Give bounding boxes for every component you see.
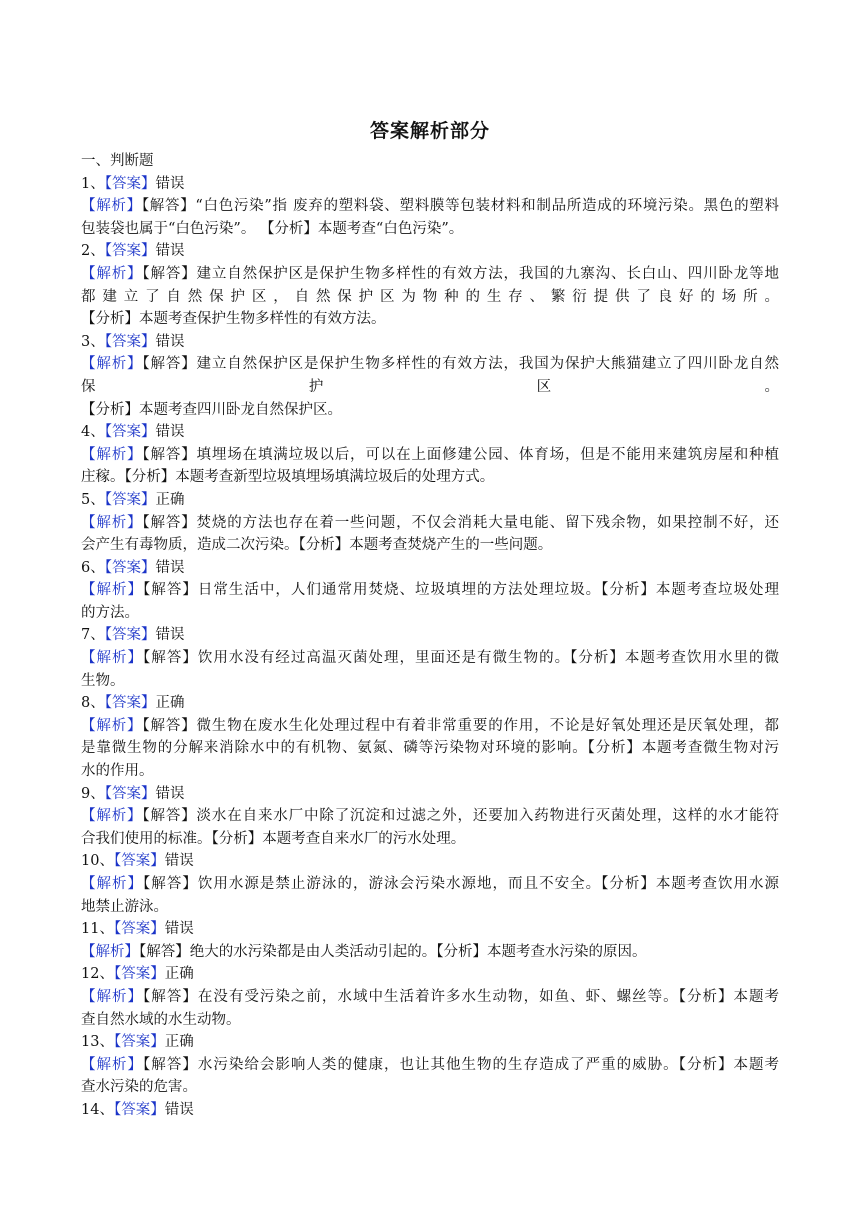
answer-tag: 【答案】 (104, 559, 156, 576)
explanation-line (81, 466, 779, 489)
answer-value: 错误 (155, 785, 185, 802)
answer-tag: 【答案】 (104, 333, 156, 350)
explanation-line (81, 534, 779, 557)
explanation-line (81, 1054, 779, 1077)
answer-line (81, 489, 779, 512)
explanation-text: 水的作用。 (81, 763, 154, 780)
question-number: 1、 (81, 175, 105, 192)
page-title: 答案解析部分 (369, 120, 490, 142)
explanation-line (81, 737, 779, 760)
question-number: 12、 (81, 966, 114, 983)
explanation-text: 地禁止游泳。 (81, 898, 168, 915)
explanation-text: 会产生有毒物质，造成二次污染。【分析】本题考查焚烧产生的一些问题。 (81, 537, 553, 554)
question-number: 3、 (81, 333, 105, 350)
answer-value: 错误 (155, 559, 185, 576)
answer-tag: 【答案】 (113, 1101, 165, 1118)
answer-tag: 【答案】 (104, 695, 156, 712)
explanation-text: 【解答】水污染给会影响人类的健康，也让其他生物的生存造成了严重的威胁。【分析】本题考 (143, 1056, 779, 1073)
question-number: 10、 (81, 853, 114, 870)
answer-line (81, 240, 779, 263)
explanation-line (81, 941, 779, 964)
explanation-line (81, 670, 779, 693)
explanation-text: 【解答】建立自然保护区是保护生物多样性的有效方法，我国为保护大熊猫建立了四川卧龙自然 (142, 356, 779, 373)
analysis-tag: 【解析】 (81, 988, 144, 1005)
explanation-text: 【解答】焚烧的方法也存在着一些问题，不仅会消耗大量电能、留下残余物，如果控制不好，还 (142, 514, 779, 531)
answer-line (81, 557, 779, 580)
answer-tag: 【答案】 (104, 785, 156, 802)
answer-value: 正确 (155, 695, 185, 712)
explanation-line (81, 647, 779, 670)
explanation-line (81, 512, 779, 535)
answer-value: 正确 (164, 1034, 194, 1051)
explanation-line (81, 760, 779, 783)
explanation-text: 【分析】本题考查保护生物多样性的有效方法。 (81, 311, 386, 328)
answer-value: 错误 (164, 921, 194, 938)
question-number: 4、 (81, 424, 105, 441)
explanation-text: 【解答】微生物在废水生化处理过程中有着非常重要的作用，不论是好氧处理还是厌氧处理，都 (142, 717, 779, 734)
answer-tag: 【答案】 (104, 627, 156, 644)
explanation-text: 查自然水域的水生动物。 (81, 1011, 241, 1028)
explanation-text: 【解答】“白色污染”指 废弃的塑料袋、塑料膜等包装材料和制品所造成的环境污染。黑色的塑料 (141, 198, 779, 215)
explanation-text: 【解答】填埋场在填满垃圾以后，可以在上面修建公园、体育场，但是不能用来建筑房屋和种植 (142, 446, 779, 463)
explanation-text: 保护区。 (81, 378, 779, 395)
answer-tag: 【答案】 (113, 1034, 165, 1051)
answer-line (81, 963, 779, 986)
explanation-line (81, 986, 779, 1009)
answer-line (81, 1031, 779, 1054)
explanation-text: 【解答】日常生活中，人们通常用焚烧、垃圾填埋的方法处理垃圾。【分析】本题考查垃圾处理 (143, 582, 779, 599)
question-number: 2、 (81, 243, 105, 260)
explanation-line (81, 263, 779, 286)
explanation-line (81, 873, 779, 896)
answer-value: 正确 (164, 966, 194, 983)
analysis-tag: 【解析】 (81, 356, 143, 373)
explanation-text: 【解答】饮用水没有经过高温灭菌处理，里面还是有微生物的。【分析】本题考查饮用水里的微 (143, 650, 779, 667)
explanation-line (81, 399, 779, 422)
answer-line (81, 1099, 779, 1122)
answer-value: 错误 (155, 424, 185, 441)
explanation-text: 【解答】绝大的水污染都是由人类活动引起的。【分析】本题考查水污染的原因。 (139, 943, 647, 960)
explanation-text: 合我们使用的标准。【分析】本题考查自来水厂的污水处理。 (81, 830, 466, 847)
explanation-line (81, 286, 779, 309)
answer-line (81, 850, 779, 873)
answer-value: 错误 (155, 175, 185, 192)
explanation-line (81, 828, 779, 851)
analysis-tag: 【解析】 (81, 943, 139, 960)
explanation-text: 【分析】本题考查四川卧龙自然保护区。 (81, 401, 342, 418)
explanation-line (81, 376, 779, 399)
explanation-text: 包装袋也属于“白色污染”。 【分析】本题考查“白色污染”。 (81, 220, 464, 237)
analysis-tag: 【解析】 (81, 198, 142, 215)
answer-line (81, 783, 779, 806)
answer-value: 正确 (155, 491, 185, 508)
explanation-text: 生物。 (81, 672, 125, 689)
question-number: 7、 (81, 627, 105, 644)
explanation-line (81, 805, 779, 828)
answer-line (81, 624, 779, 647)
answer-value: 错误 (164, 1101, 194, 1118)
explanation-text: 查水污染的危害。 (81, 1079, 197, 1096)
answer-tag: 【答案】 (104, 175, 156, 192)
answer-line (81, 421, 779, 444)
analysis-tag: 【解析】 (81, 514, 143, 531)
question-number: 6、 (81, 559, 105, 576)
explanation-text: 【解答】建立自然保护区是保护生物多样性的有效方法，我国的九寨沟、长白山、四川卧龙等地 (142, 265, 779, 282)
question-number: 13、 (81, 1034, 114, 1051)
answer-value: 错误 (155, 333, 185, 350)
answer-line (81, 918, 779, 941)
answer-tag: 【答案】 (104, 424, 156, 441)
explanation-line (81, 353, 779, 376)
question-number: 9、 (81, 785, 105, 802)
explanation-line (81, 444, 779, 467)
analysis-tag: 【解析】 (81, 582, 144, 599)
explanation-line (81, 308, 779, 331)
analysis-tag: 【解析】 (81, 717, 143, 734)
explanation-line (81, 602, 779, 625)
analysis-tag: 【解析】 (81, 650, 144, 667)
answer-tag: 【答案】 (104, 243, 156, 260)
section-heading: 一、判断题 (81, 153, 154, 169)
explanation-line (81, 218, 779, 241)
answer-tag: 【答案】 (113, 921, 165, 938)
analysis-tag: 【解析】 (81, 1056, 144, 1073)
analysis-tag: 【解析】 (81, 808, 143, 825)
answer-tag: 【答案】 (113, 853, 165, 870)
answer-tag: 【答案】 (104, 491, 156, 508)
explanation-line (81, 579, 779, 602)
question-number: 8、 (81, 695, 105, 712)
answer-line (81, 331, 779, 354)
answer-value: 错误 (164, 853, 194, 870)
explanation-text: 是靠微生物的分解来消除水中的有机物、氨氮、磷等污染物对环境的影响。【分析】本题考查微生物对污 (81, 740, 779, 757)
explanation-line (81, 715, 779, 738)
explanation-line (81, 1076, 779, 1099)
answer-line (81, 173, 779, 196)
explanation-text: 的方法。 (81, 604, 139, 621)
answer-value: 错误 (155, 627, 185, 644)
explanation-text: 都建立了自然保护区，自然保护区为物种的生存、繁衍提供了良好的场所。 (81, 288, 779, 305)
analysis-tag: 【解析】 (81, 876, 144, 892)
explanation-line (81, 1009, 779, 1032)
explanation-text: 【解答】在没有受污染之前，水域中生活着许多水生动物，如鱼、虾、螺丝等。【分析】本题考 (143, 988, 779, 1005)
answer-list (81, 150, 779, 1122)
answer-tag: 【答案】 (113, 966, 165, 983)
question-number: 11、 (81, 921, 114, 938)
question-number: 5、 (81, 491, 105, 508)
explanation-text: 庄稼。【分析】本题考查新型垃圾填埋场填满垃圾后的处理方式。 (81, 469, 495, 486)
explanation-line (81, 195, 779, 218)
explanation-text: 【解答】饮用水源是禁止游泳的，游泳会污染水源地，而且不安全。【分析】本题考查饮用水源 (143, 876, 779, 892)
answer-value: 错误 (155, 243, 185, 260)
answer-line (81, 692, 779, 715)
question-number: 14、 (81, 1101, 114, 1118)
explanation-line (81, 896, 779, 919)
analysis-tag: 【解析】 (81, 265, 143, 282)
analysis-tag: 【解析】 (81, 446, 143, 463)
explanation-text: 【解答】淡水在自来水厂中除了沉淀和过滤之外，还要加入药物进行灭菌处理，这样的水才能符 (142, 808, 779, 825)
